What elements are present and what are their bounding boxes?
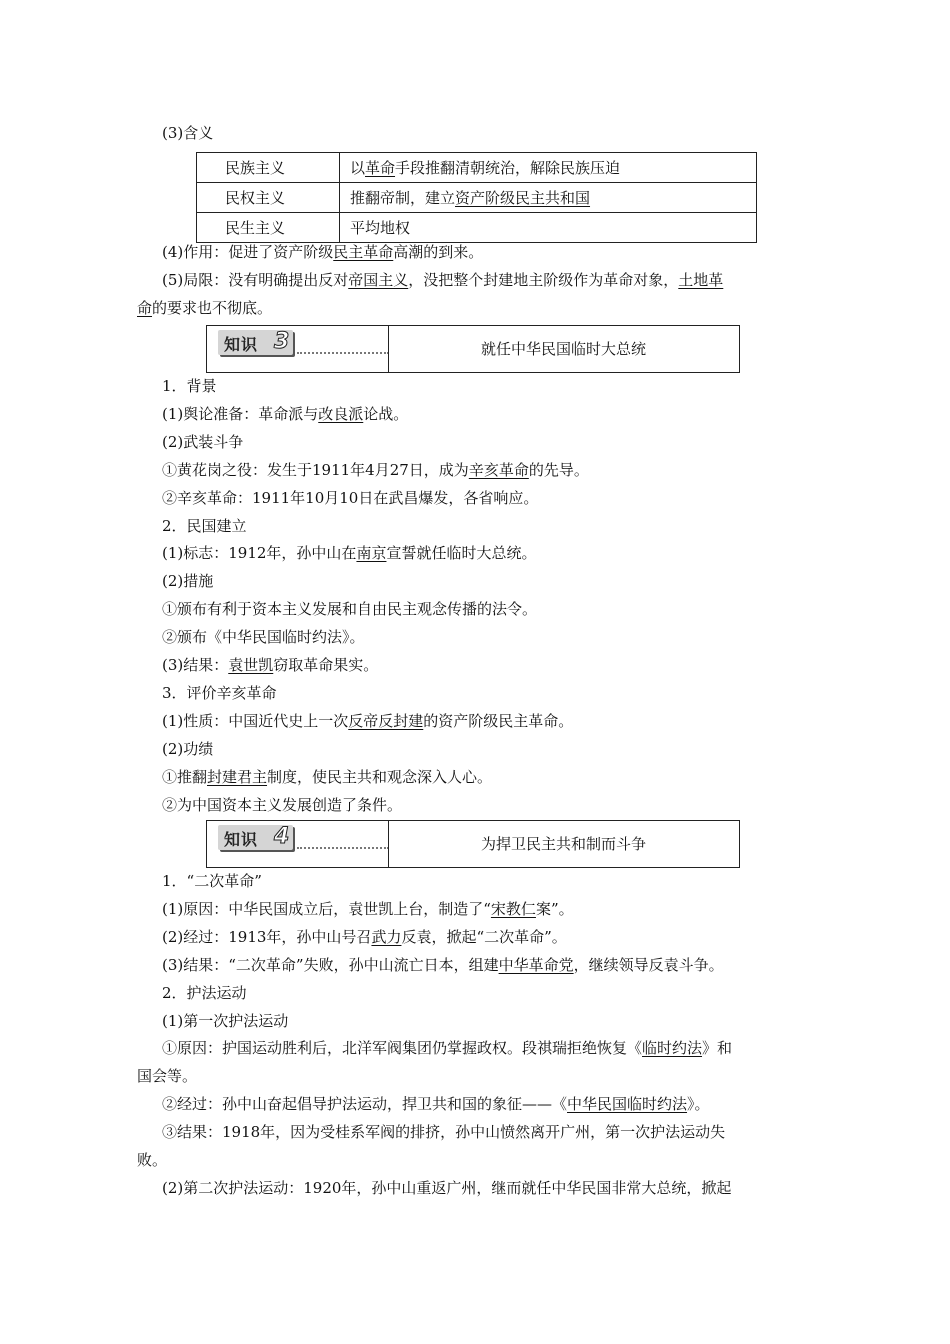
text-segment: 案”。 <box>535 899 574 918</box>
table-row <box>197 213 757 243</box>
text-line: (1)第一次护法运动 <box>162 1011 289 1030</box>
knowledge-badge <box>218 825 293 850</box>
table-row <box>197 153 757 183</box>
text-line: (2)武装斗争 <box>162 432 244 451</box>
text-line: 2．民国建立 <box>162 516 247 535</box>
underlined-term: 反帝反封建 <box>348 711 424 730</box>
text-line: 1．“二次革命” <box>162 872 262 890</box>
text-segment: 推翻帝制，建立 <box>350 188 456 207</box>
meaning-heading: (3)含义 <box>162 124 214 142</box>
text-segment: (5)局限：没有明确提出反对 <box>162 271 349 289</box>
text-line <box>162 711 573 731</box>
underlined-term: 资产阶级民主共和国 <box>455 188 591 207</box>
text-line <box>162 1094 710 1114</box>
table-key-cell: 民生主义 <box>197 213 340 243</box>
text-line: ②辛亥革命：1911年10月10日在武昌爆发，各省响应。 <box>162 488 539 507</box>
text-line: ②颁布《中华民国临时约法》。 <box>162 628 365 647</box>
text-line <box>162 543 536 563</box>
section-header-3 <box>206 325 740 373</box>
text-line: 1．背景 <box>162 377 217 395</box>
badge-number: 4 <box>274 824 290 849</box>
text-segment: 高潮的到来。 <box>393 243 484 261</box>
underlined-term: 辛亥革命 <box>468 460 529 479</box>
text-line: (2)措施 <box>162 572 214 591</box>
text-segment: ①黄花岗之役：发生于1911年4月27日，成为 <box>162 460 469 479</box>
text-segment: 》和 <box>702 1039 733 1058</box>
text-segment: 论战。 <box>363 404 409 423</box>
text-segment: 》。 <box>687 1095 710 1114</box>
underlined-term: 武力 <box>371 927 402 946</box>
underlined-term: 南京 <box>356 544 387 563</box>
underlined-term: 帝国主义 <box>348 271 409 289</box>
table-key-cell: 民族主义 <box>197 153 340 183</box>
badge-label: 知识 <box>224 335 259 354</box>
underlined-term: 临时约法 <box>642 1039 703 1058</box>
text-line <box>162 1038 732 1058</box>
text-segment: 制度，使民主共和观念深入人心。 <box>267 767 493 786</box>
table-row <box>197 183 757 213</box>
section-header-4 <box>206 820 740 868</box>
underlined-term: 革命 <box>365 158 396 177</box>
text-segment: 以 <box>350 158 366 177</box>
table-value-cell <box>340 213 757 243</box>
badge-label: 知识 <box>224 830 259 849</box>
text-segment: (1)性质：中国近代史上一次 <box>162 711 349 730</box>
effect-line <box>162 242 483 262</box>
underlined-term: 袁世凯 <box>228 656 274 674</box>
text-segment: 的先导。 <box>528 460 589 479</box>
underlined-term: 封建君主 <box>207 767 268 786</box>
text-line: ②为中国资本主义发展创造了条件。 <box>162 795 403 814</box>
badge-number: 3 <box>274 329 290 354</box>
table-value-cell <box>340 153 757 183</box>
text-segment: 反袁，掀起“二次革命”。 <box>401 927 567 946</box>
table-key-cell: 民权主义 <box>197 183 340 213</box>
text-line: ①颁布有利于资本主义发展和自由民主观念传播的法令。 <box>162 600 538 619</box>
knowledge-badge <box>218 330 293 355</box>
underlined-term: 中华民国临时约法 <box>567 1095 688 1114</box>
text-line: (2)第二次护法运动：1920年，孙中山重返广州，继而就任中华民国非常大总统，掀起 <box>162 1178 732 1197</box>
text-segment: 宣誓就任临时大总统。 <box>386 544 537 563</box>
text-line: ③结果：1918年，因为受桂系军阀的排挤，孙中山愤然离开广州，第一次护法运动失 <box>162 1123 726 1142</box>
text-line <box>162 767 492 787</box>
text-segment: ①原因：护国运动胜利后，北洋军阀集团仍掌握政权。段祺瑞拒绝恢复《 <box>162 1039 643 1058</box>
dotted-divider <box>297 847 389 849</box>
text-line: 2．护法运动 <box>162 983 247 1002</box>
text-segment: (1)标志：1912年，孙中山在 <box>162 544 357 563</box>
text-segment: 窃取革命果实。 <box>273 656 379 674</box>
underlined-term: 宋教仁 <box>490 899 536 918</box>
text-segment: (2)经过：1913年，孙中山号召 <box>162 927 372 946</box>
section-title: 就任中华民国临时大总统 <box>480 340 646 358</box>
text-segment: ②经过：孙中山奋起倡导护法运动，捍卫共和国的象征——《 <box>162 1095 568 1114</box>
underlined-term: 土地革 <box>678 271 724 289</box>
underlined-term: 改良派 <box>318 404 364 423</box>
underlined-term: 民主革命 <box>333 243 394 261</box>
text-line <box>162 404 408 424</box>
text-segment: 的资产阶级民主革命。 <box>423 711 574 730</box>
underlined-term: 命 <box>137 299 153 317</box>
text-segment: (1)原因：中华民国成立后，袁世凯上台，制造了“ <box>162 899 491 918</box>
underlined-term: 中华革命党 <box>498 955 574 974</box>
dotted-divider <box>297 352 389 354</box>
text-segment: (1)舆论准备：革命派与 <box>162 404 319 423</box>
text-line <box>162 460 589 480</box>
text-segment: ，没把整个封建地主阶级作为革命对象， <box>408 271 679 289</box>
text-line <box>162 955 724 975</box>
limit-line-2 <box>137 298 272 318</box>
text-segment: ，继续领导反袁斗争。 <box>573 955 724 974</box>
text-line <box>162 927 567 947</box>
text-line: 国会等。 <box>137 1067 198 1086</box>
text-segment: 的要求也不彻底。 <box>152 299 273 317</box>
section-title: 为捍卫民主共和制而斗争 <box>480 835 646 853</box>
text-segment: ①推翻 <box>162 767 208 786</box>
text-segment: 手段推翻清朝统治，解除民族压迫 <box>395 158 621 177</box>
table-value-cell <box>340 183 757 213</box>
text-line <box>162 899 574 919</box>
text-line <box>162 655 378 675</box>
text-line: 3．评价辛亥革命 <box>162 683 277 702</box>
three-principles-table <box>196 152 757 243</box>
text-segment: (3)结果：“二次革命”失败，孙中山流亡日本，组建 <box>162 955 499 974</box>
text-segment: (4)作用：促进了资产阶级 <box>162 243 334 261</box>
text-segment: 平均地权 <box>350 218 411 237</box>
text-segment: (3)结果： <box>162 656 229 674</box>
limit-line-1 <box>162 270 723 290</box>
text-line: 败。 <box>137 1151 168 1169</box>
text-line: (2)功绩 <box>162 739 214 758</box>
